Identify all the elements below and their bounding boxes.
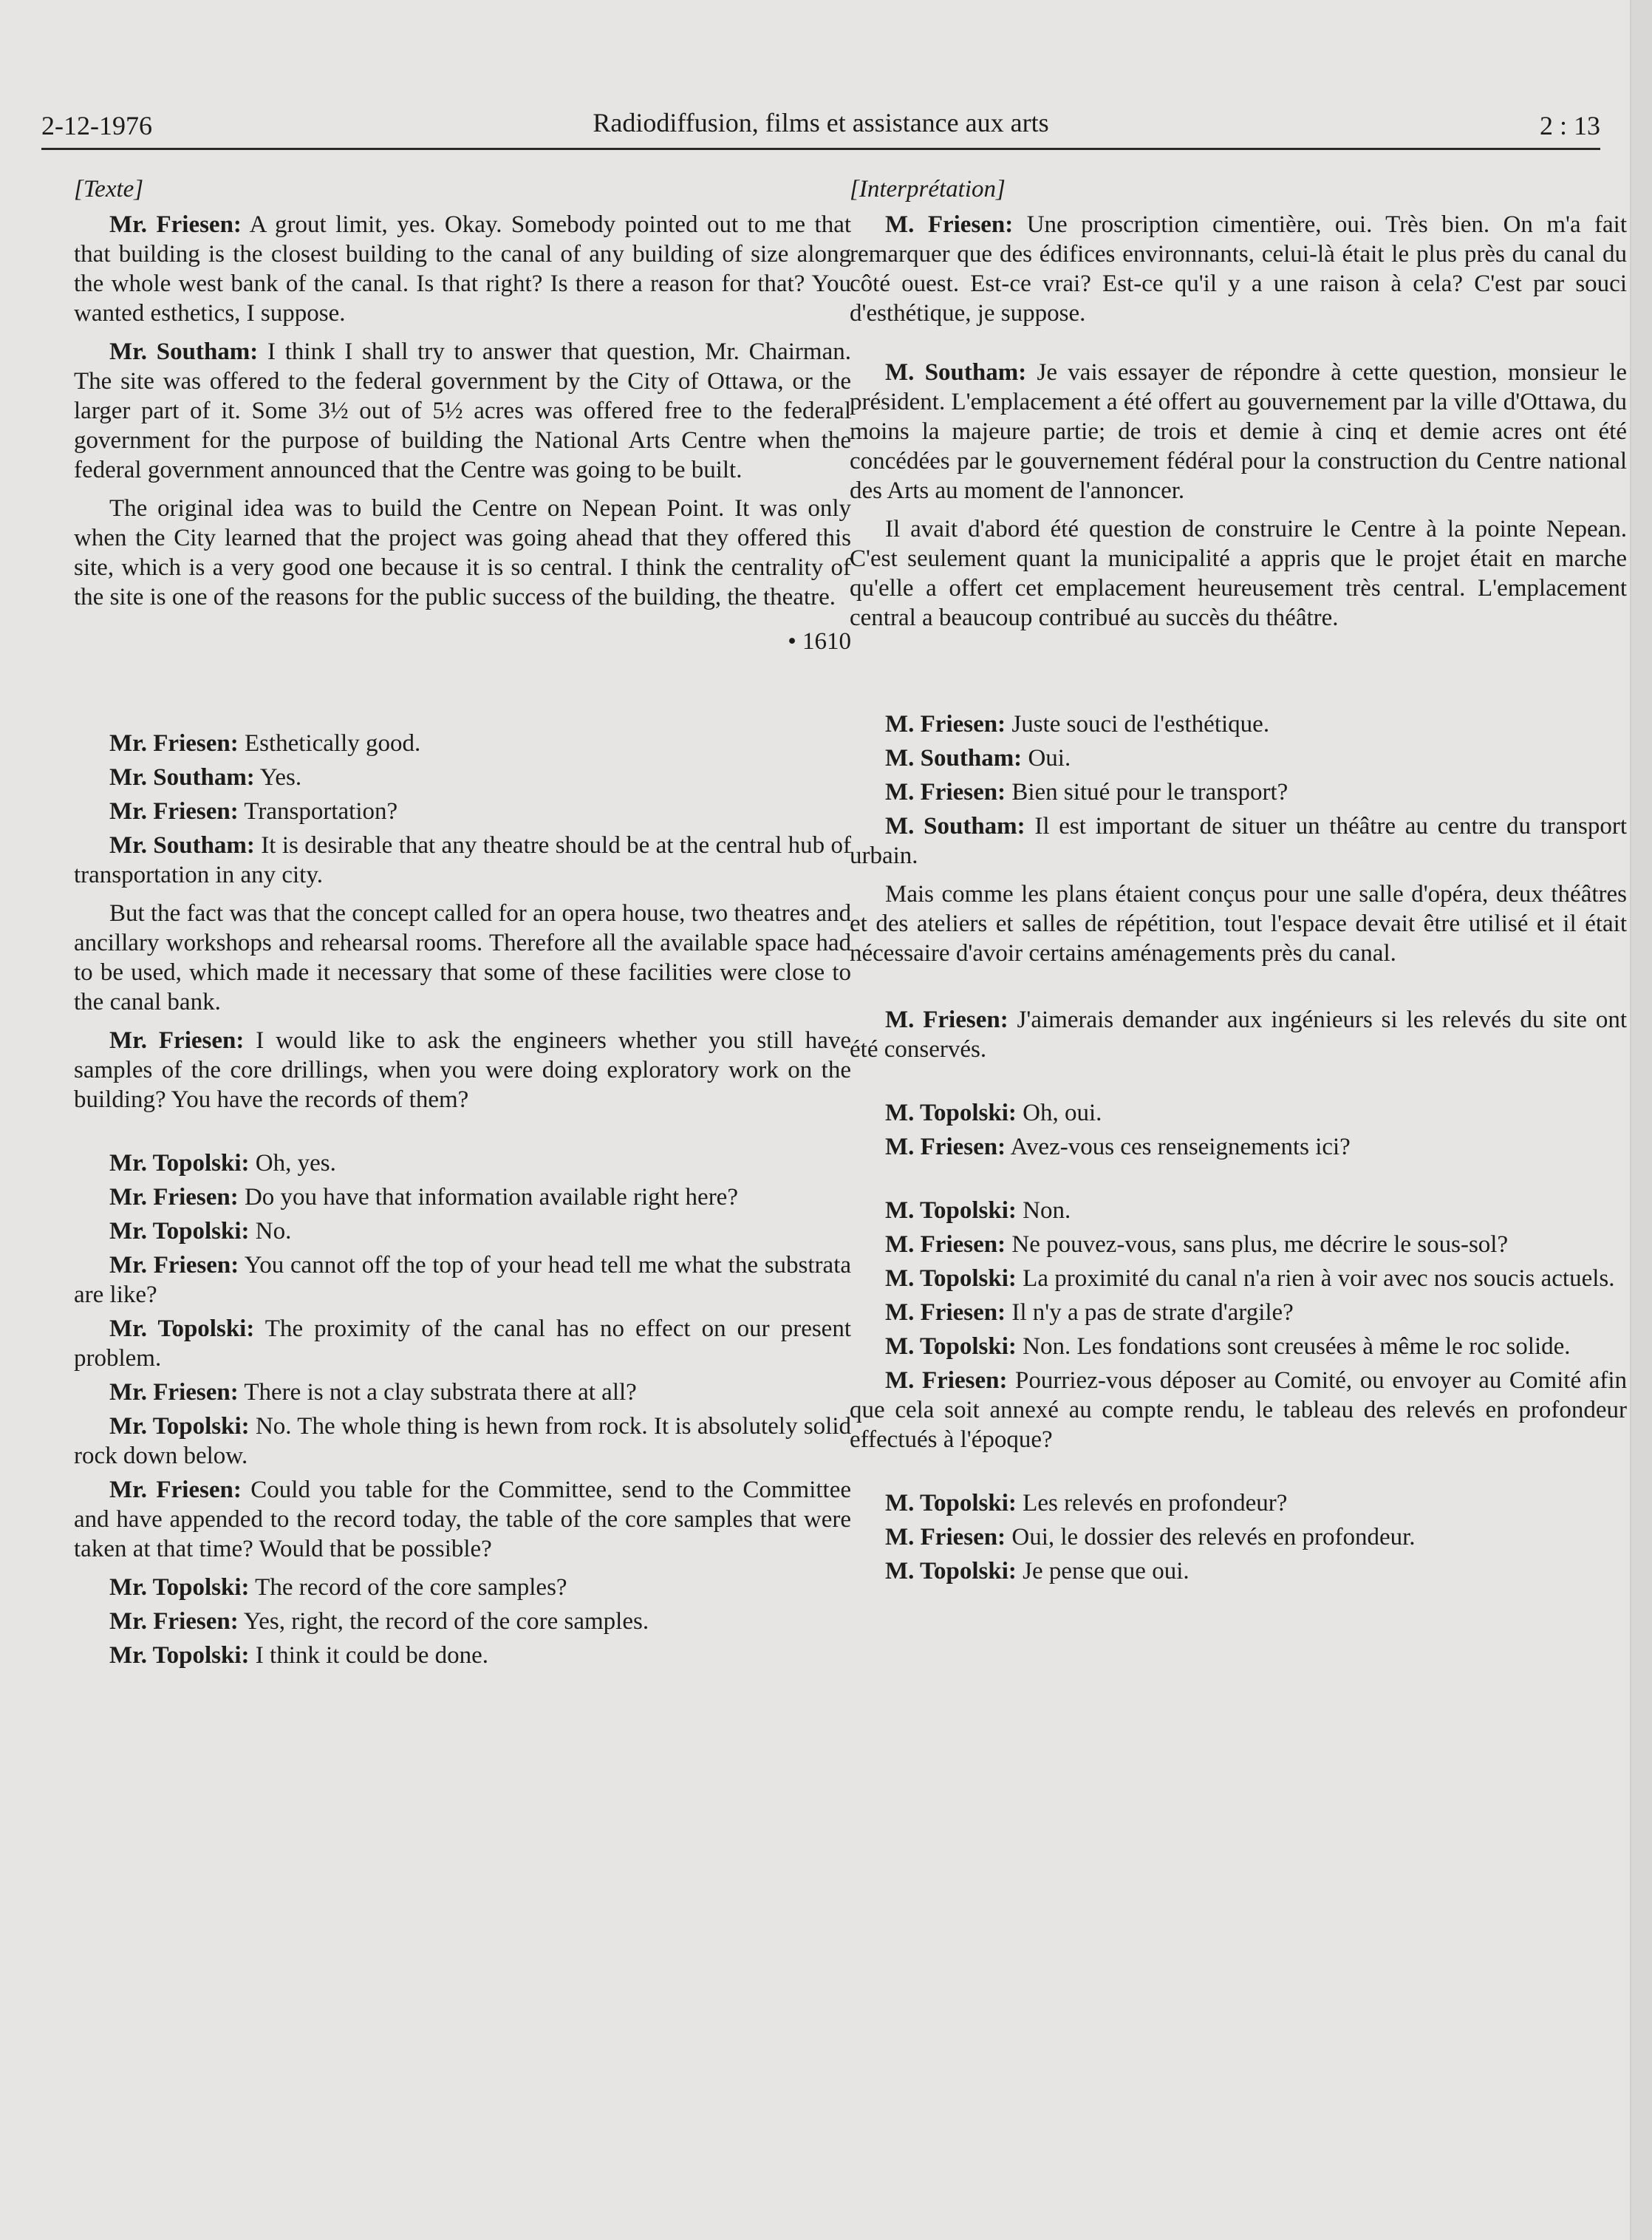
speaker-name: Mr. Topolski: — [109, 1642, 250, 1669]
dialogue-paragraph — [850, 1332, 1627, 1361]
speaker-name: Mr. Friesen: — [109, 730, 239, 757]
page-header — [41, 103, 1600, 148]
dialogue-paragraph — [74, 1314, 851, 1373]
speech-text: Non. — [1016, 1197, 1071, 1224]
speaker-name: Mr. Southam: — [109, 832, 255, 859]
dialogue-paragraph — [74, 1378, 851, 1407]
dialogue-paragraph — [850, 879, 1627, 968]
english-paragraphs — [74, 210, 851, 1670]
dialogue-paragraph — [74, 1412, 851, 1471]
header-title: Radiodiffusion, films et assistance aux arts — [593, 108, 1049, 137]
speech-text: No. The whole thing is hewn from rock. It is absolutely solid rock down below. — [74, 1413, 851, 1469]
speech-text: Oui, le dossier des relevés en profondeur. — [1006, 1524, 1416, 1550]
speech-text: Esthetically good. — [238, 730, 421, 757]
speaker-name: M. Topolski: — [885, 1490, 1017, 1516]
speaker-name: Mr. Friesen: — [109, 1379, 239, 1406]
speech-text: Transportation? — [238, 798, 398, 825]
dialogue-paragraph — [74, 1216, 851, 1246]
speech-text: I would like to ask the engineers whether you still have samples of the core drillings, when you were doing exploratory work on the building? You have the records of them? — [74, 1027, 852, 1113]
speech-text: Il n'y a pas de strate d'argile? — [1006, 1299, 1294, 1326]
header-page-number: 2 : 13 — [1539, 111, 1600, 140]
speech-text: Il est important de situer un théâtre au centre du transport urbain. — [850, 813, 1627, 869]
speaker-name: M. Southam: — [885, 359, 1027, 386]
header-date: 2-12-1976 — [41, 111, 152, 140]
page-edge-shadow — [1630, 0, 1652, 2240]
dialogue-paragraph — [850, 1098, 1627, 1128]
speaker-name: Mr. Topolski: — [109, 1218, 250, 1245]
speaker-name: M. Friesen: — [885, 1134, 1006, 1160]
speech-text: Les relevés en profondeur? — [1016, 1490, 1288, 1516]
dialogue-paragraph — [850, 777, 1627, 807]
speech-text: I think I shall try to answer that question, Mr. Chairman. The site was offered to the federal government by the City of Ottawa, or the larger part of it. Some 3½ out of 5½ acres was offered free to the federal government for the purpose of building the National Arts Centre when the federal government announced that the Centre was going to be built. — [74, 338, 851, 483]
dialogue-paragraph — [850, 1264, 1627, 1293]
speaker-name: Mr. Friesen: — [109, 1477, 242, 1503]
speaker-name: M. Southam: — [885, 813, 1025, 840]
dialogue-paragraph — [74, 1182, 851, 1212]
speaker-name: Mr. Topolski: — [109, 1150, 250, 1177]
dialogue-paragraph — [74, 1475, 851, 1564]
dialogue-paragraph — [850, 1298, 1627, 1327]
dialogue-paragraph — [74, 729, 851, 758]
dialogue-paragraph — [850, 1366, 1627, 1454]
speaker-name: M. Topolski: — [885, 1100, 1017, 1126]
speaker-name: M. Friesen: — [885, 1367, 1008, 1394]
speaker-name: M. Friesen: — [885, 1524, 1006, 1550]
dialogue-paragraph — [850, 1132, 1627, 1162]
dialogue-paragraph — [74, 1607, 851, 1636]
dialogue-paragraph — [850, 1196, 1627, 1225]
dialogue-paragraph — [850, 1230, 1627, 1259]
speech-text: A grout limit, yes. Okay. Somebody pointed out to me that that building is the closest building to the canal of any building of size along the whole west bank of the canal. Is that right? Is there a reason for that? You wanted esthetics, I suppose. — [74, 211, 852, 327]
header-rule — [41, 148, 1600, 150]
dialogue-paragraph — [74, 1250, 851, 1310]
speech-text: There is not a clay substrata there at all? — [238, 1379, 637, 1406]
speaker-name: M. Friesen: — [885, 1299, 1006, 1326]
speech-text: I think it could be done. — [249, 1642, 489, 1669]
speaker-name: M. Southam: — [885, 745, 1023, 772]
dialogue-paragraph — [850, 514, 1627, 633]
speaker-name: M. Friesen: — [885, 211, 1014, 238]
english-column — [74, 174, 851, 1670]
speech-text: Pourriez-vous déposer au Comité, ou envoyer au Comité afin que cela soit annexé au compte rendu, le tableau des relevés en profondeur effectués à l'époque? — [850, 1367, 1627, 1453]
speaker-name: Mr. Friesen: — [109, 798, 239, 825]
speaker-name: Mr. Friesen: — [109, 1252, 239, 1279]
speaker-name: Mr. Topolski: — [109, 1413, 250, 1440]
time-marker: • 1610 — [788, 628, 851, 655]
speaker-name: M. Topolski: — [885, 1197, 1017, 1224]
speech-text: Je vais essayer de répondre à cette question, monsieur le président. L'emplacement a été offert au gouvernement par la ville d'Ottawa, du moins la majeure partie; de trois et demie à cinq et demie acres ont été concédées par le gouvernement fédéral pour la construction du Centre national des Arts au moment de l'annoncer. — [850, 359, 1627, 504]
speech-text: Yes, right, the record of the core samples. — [238, 1608, 649, 1635]
speaker-name: M. Topolski: — [885, 1333, 1017, 1360]
speech-text: The original idea was to build the Centre on Nepean Point. It was only when the City learned that the project was going ahead that they offered this site, which is a very good one because it is so central. I think the centrality of the site is one of the reasons for the public success of the building, the theatre. — [74, 495, 851, 610]
dialogue-paragraph — [850, 210, 1627, 328]
dialogue-paragraph — [74, 797, 851, 826]
dialogue-paragraph — [74, 210, 851, 328]
dialogue-paragraph — [74, 1148, 851, 1178]
dialogue-paragraph — [74, 1573, 851, 1602]
speech-text: Oui. — [1022, 745, 1071, 772]
speech-text: La proximité du canal n'a rien à voir avec nos soucis actuels. — [1016, 1265, 1615, 1292]
french-paragraphs — [850, 210, 1627, 1586]
dialogue-paragraph — [74, 494, 851, 612]
dialogue-paragraph — [850, 1556, 1627, 1586]
speech-text: Avez-vous ces renseignements ici? — [1006, 1134, 1351, 1160]
dialogue-paragraph — [74, 831, 851, 890]
dialogue-paragraph — [74, 1026, 851, 1114]
speaker-name: Mr. Friesen: — [109, 1027, 245, 1054]
column-language-label: [Interprétation] — [850, 176, 1006, 202]
speaker-name: Mr. Southam: — [109, 338, 259, 365]
dialogue-paragraph — [850, 1488, 1627, 1518]
speaker-name: Mr. Friesen: — [109, 1184, 239, 1211]
dialogue-paragraph — [850, 1522, 1627, 1552]
speech-text: You cannot off the top of your head tell me what the substrata are like? — [74, 1252, 852, 1308]
speech-text: The record of the core samples? — [249, 1574, 567, 1601]
speech-text: Une proscription cimentière, oui. Très bien. On m'a fait remarquer que des édifices environnants, celui-là était le plus près du canal du côté ouest. Est-ce vrai? Est-ce qu'il y a une raison à cela? C'est par souci d'esthétique, je suppose. — [850, 211, 1627, 327]
dialogue-paragraph — [850, 709, 1627, 739]
speech-text: Je pense que oui. — [1016, 1558, 1189, 1584]
speech-text: J'aimerais demander aux ingénieurs si les relevés du site ont été conservés. — [850, 1007, 1627, 1063]
speaker-name: Mr. Southam: — [109, 764, 255, 791]
dialogue-paragraph — [74, 1641, 851, 1670]
speaker-name: Mr. Friesen: — [109, 211, 242, 238]
french-column — [850, 174, 1627, 1586]
speaker-name: Mr. Friesen: — [109, 1608, 239, 1635]
dialogue-paragraph — [74, 337, 851, 485]
dialogue-paragraph — [850, 1005, 1627, 1064]
dialogue-paragraph — [74, 899, 851, 1017]
column-language-label: [Texte] — [74, 176, 144, 202]
speech-text: But the fact was that the concept called for an opera house, two theatres and ancillary workshops and rehearsal rooms. Therefore all the available space had to be used, which made it necessary that some of these facilities were close to the canal bank. — [74, 900, 851, 1015]
speaker-name: Mr. Topolski: — [109, 1315, 255, 1342]
speech-text: Juste souci de l'esthétique. — [1006, 711, 1270, 738]
speech-text: Yes. — [254, 764, 302, 791]
speaker-name: M. Friesen: — [885, 1231, 1006, 1258]
dialogue-paragraph — [850, 358, 1627, 505]
dialogue-paragraph — [74, 763, 851, 792]
speaker-name: M. Friesen: — [885, 779, 1006, 806]
speech-text: Could you table for the Committee, send to the Committee and have appended to the record today, the table of the core samples that were taken at that time? Would that be possible? — [74, 1477, 852, 1562]
speech-text: Oh, oui. — [1016, 1100, 1102, 1126]
speech-text: No. — [249, 1218, 292, 1245]
dialogue-paragraph — [850, 811, 1627, 871]
speaker-name: M. Friesen: — [885, 1007, 1008, 1033]
speech-text: Oh, yes. — [249, 1150, 336, 1177]
speaker-name: Mr. Topolski: — [109, 1574, 250, 1601]
speech-text: Non. Les fondations sont creusées à même le roc solide. — [1016, 1333, 1571, 1360]
speaker-name: M. Topolski: — [885, 1558, 1017, 1584]
speech-text: Il avait d'abord été question de construire le Centre à la pointe Nepean. C'est seulement quant la municipalité a appris que le projet était en marche qu'elle a offert cet emplacement heureusement très central. L'emplacement central a beaucoup contribué au succès du théâtre. — [850, 516, 1627, 631]
speech-text: Ne pouvez-vous, sans plus, me décrire le sous-sol? — [1006, 1231, 1509, 1258]
speech-text: Mais comme les plans étaient conçus pour une salle d'opéra, deux théâtres et des ateliers et salles de répétition, tout l'espace devait être utilisé et il était nécessaire d'avoir certains aménagements près du canal. — [850, 881, 1627, 967]
speech-text: Do you have that information available right here? — [238, 1184, 738, 1211]
speech-text: The proximity of the canal has no effect on our present problem. — [74, 1315, 851, 1372]
speaker-name: M. Topolski: — [885, 1265, 1017, 1292]
speech-text: It is desirable that any theatre should be at the central hub of transportation in any city. — [74, 832, 851, 888]
speech-text: Bien situé pour le transport? — [1006, 779, 1289, 806]
dialogue-paragraph — [850, 743, 1627, 773]
speaker-name: M. Friesen: — [885, 711, 1006, 738]
